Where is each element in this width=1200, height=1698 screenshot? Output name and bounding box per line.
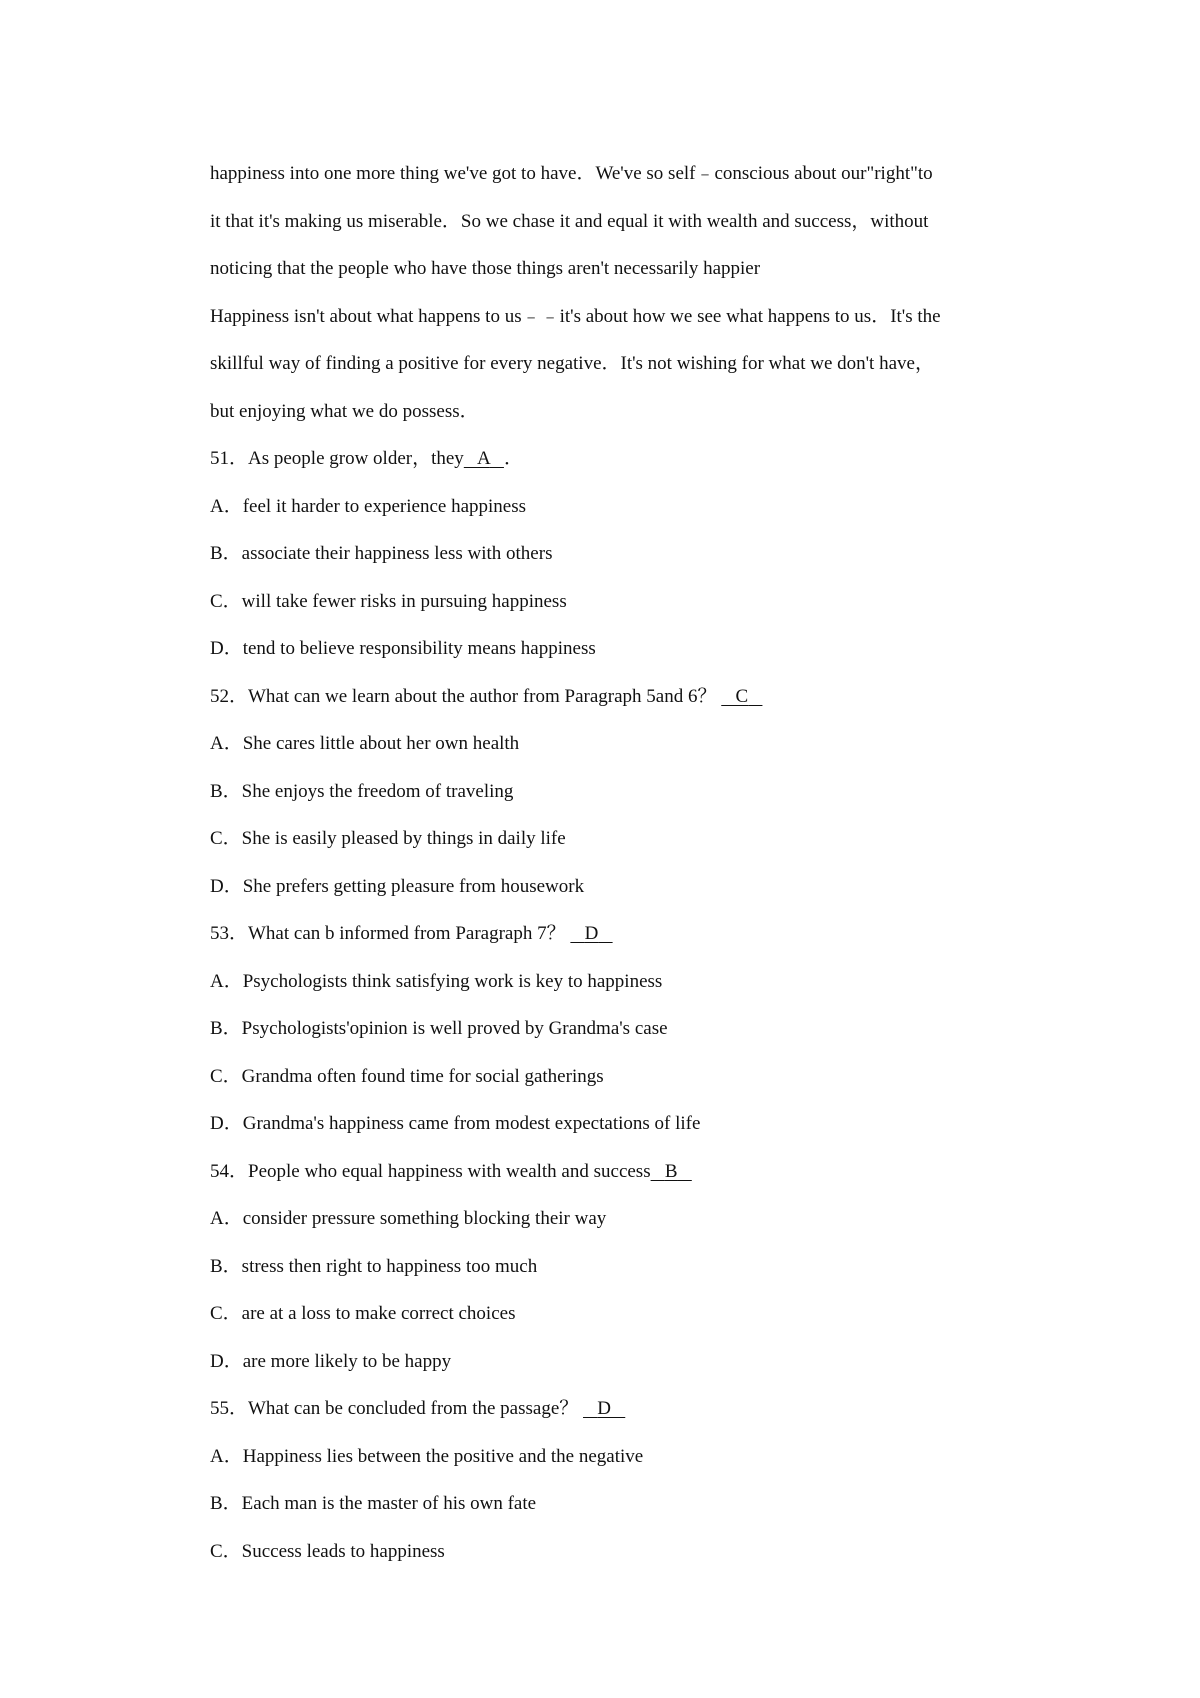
passage-line: skillful way of finding a positive for every negative．It's not wishing for what we don't have， xyxy=(210,353,934,374)
question-text: 54．People who equal happiness with wealth and success xyxy=(210,1160,651,1182)
option-d: D．She prefers getting pleasure from housework xyxy=(210,875,585,897)
option-d: D．are more likely to be happy xyxy=(210,1350,452,1372)
question-stem xyxy=(210,435,1030,483)
option-b: B．stress then right to happiness too much xyxy=(210,1255,538,1277)
answer-blank xyxy=(651,1148,692,1196)
answer-blank xyxy=(464,435,504,483)
question-54 xyxy=(210,1148,1030,1386)
passage-line: it that it's making us miserable．So we chase it and equal it with wealth and success，without xyxy=(210,210,929,232)
answer-letter: D xyxy=(584,923,599,944)
option-c: C．are at a loss to make correct choices xyxy=(210,1303,516,1324)
option-a: A．feel it harder to experience happiness xyxy=(210,495,527,517)
question-text: 53．What can b informed from Paragraph 7？ xyxy=(210,923,566,944)
passage-line: noticing that the people who have those things aren't necessarily happier xyxy=(210,258,761,279)
question-stem xyxy=(210,910,1030,958)
answer-blank xyxy=(570,910,612,958)
question-text: 55．What can be concluded from the passage？ xyxy=(210,1398,579,1419)
option-a: A．consider pressure something blocking their way xyxy=(210,1208,607,1229)
passage xyxy=(210,150,1030,435)
passage-line: but enjoying what we do possess． xyxy=(210,400,479,422)
page-content xyxy=(210,150,1030,1575)
answer-letter: A xyxy=(477,448,490,469)
option-a: A．She cares little about her own health xyxy=(210,733,520,754)
option-b: B．She enjoys the freedom of traveling xyxy=(210,780,514,802)
option-a: A．Psychologists think satisfying work is key to happiness xyxy=(210,970,663,992)
option-d: D．Grandma's happiness came from modest expectations of life xyxy=(210,1113,701,1134)
option-c: C．will take fewer risks in pursuing happiness xyxy=(210,590,567,612)
question-55 xyxy=(210,1385,1030,1575)
answer-blank xyxy=(721,673,762,721)
option-d: D．tend to believe responsibility means happiness xyxy=(210,638,596,659)
option-c: C．Success leads to happiness xyxy=(210,1540,445,1562)
answer-letter: D xyxy=(597,1398,611,1419)
question-stem xyxy=(210,673,1030,721)
question-51 xyxy=(210,435,1030,673)
answer-blank xyxy=(583,1385,625,1433)
passage-line: Happiness isn't about what happens to us﹣﹣it's about how we see what happens to us．It's the xyxy=(210,305,941,327)
question-stem xyxy=(210,1148,1030,1196)
question-53 xyxy=(210,910,1030,1148)
option-c: C．Grandma often found time for social gatherings xyxy=(210,1065,604,1087)
question-text: 51．As people grow older，they xyxy=(210,448,464,469)
option-b: B．associate their happiness less with others xyxy=(210,543,553,564)
option-b: B．Each man is the master of his own fate xyxy=(210,1493,537,1514)
question-trail: ． xyxy=(503,448,523,469)
question-stem xyxy=(210,1385,1030,1433)
option-c: C．She is easily pleased by things in daily life xyxy=(210,828,566,849)
answer-letter: B xyxy=(664,1160,678,1182)
question-52 xyxy=(210,673,1030,911)
option-a: A．Happiness lies between the positive and the negative xyxy=(210,1445,644,1467)
passage-line: happiness into one more thing we've got to have．We've so self﹣conscious about our"right"to xyxy=(210,163,933,184)
question-text: 52．What can we learn about the author from Paragraph 5and 6？ xyxy=(210,685,717,707)
answer-letter: C xyxy=(735,685,749,707)
option-b: B．Psychologists'opinion is well proved by Grandma's case xyxy=(210,1018,668,1039)
